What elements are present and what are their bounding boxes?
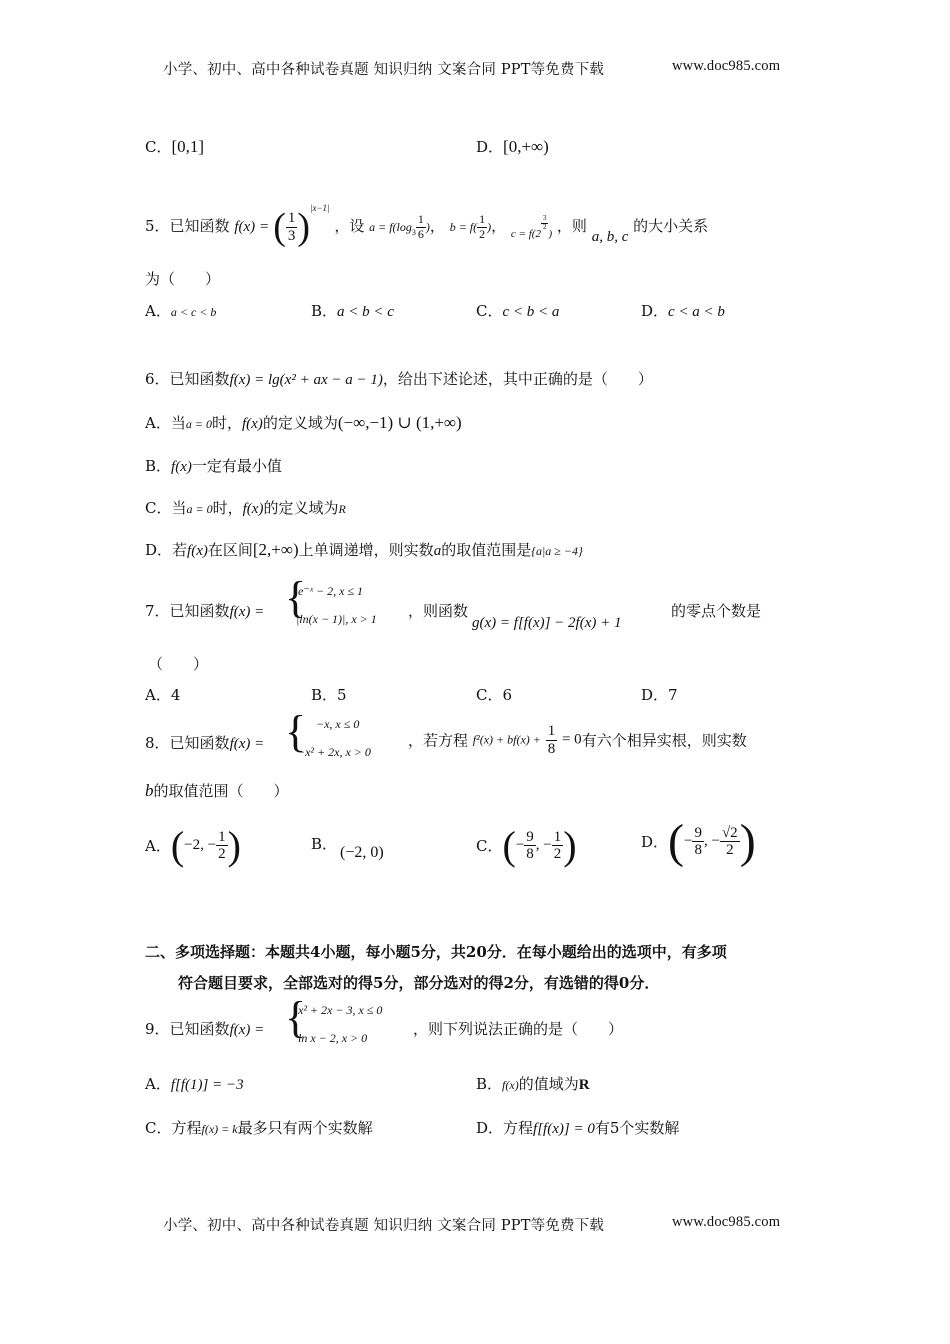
q9-option-a[interactable]: A．f[f(1)] = −3 xyxy=(145,1075,244,1093)
header-text: 小学、初中、高中各种试卷真题 知识归纳 文案合同 PPT等免费下载 xyxy=(163,62,605,78)
q5-option-b[interactable]: B．a < b < c xyxy=(311,302,394,320)
q4-option-d[interactable]: D．[0,+∞) xyxy=(476,137,549,156)
q9-case-1: x² + 2x − 3, x ≤ 0 xyxy=(298,1003,383,1017)
q7-piecewise-brace: { xyxy=(285,573,307,622)
section-2-heading-line2: 符合题目要求，全部选对的得5分，部分选对的得2分，有选错的得0分． xyxy=(178,974,660,992)
q8-option-d[interactable]: D．(− $\frac{9}{8}$ , − $\frac{√2}{2}$ ) xyxy=(641,815,756,868)
question-7-stem: 7．已知函数f(x) = xyxy=(145,602,265,620)
q9-case-2: ln x − 2, x > 0 xyxy=(298,1031,368,1045)
question-5-stem-line2: 为（ ） xyxy=(145,270,221,288)
q5-option-c[interactable]: C．c < b < a xyxy=(476,302,560,320)
question-9-stem-tail: ，则下列说法正确的是（ ） xyxy=(413,1020,624,1038)
q8-option-b[interactable]: B． xyxy=(311,835,338,853)
q7-g-function: g(x) = f[f(x)] − 2f(x) + 1 xyxy=(472,615,622,631)
question-8-stem-line2: b的取值范围（ ） xyxy=(145,781,289,800)
section-2-heading: 二、多项选择题：本题共4小题，每小题5分，共20分．在每小题给出的选项中，有多项 xyxy=(145,943,727,961)
q4-option-c[interactable]: C．[0,1] xyxy=(145,137,205,156)
page-header xyxy=(163,58,604,79)
footer-site-link[interactable]: www.doc985.com xyxy=(672,1214,781,1230)
q8-piecewise-brace: { xyxy=(285,707,307,756)
q7-case-1: e⁻ˣ − 2, x ≤ 1 xyxy=(298,584,364,598)
page-footer xyxy=(163,1214,604,1235)
question-6-stem: 6．已知函数f(x) = lg(x² + ax − a − 1)，给出下述论述，其中正确的是（ ） xyxy=(145,370,653,388)
q9-option-d[interactable]: D．方程f[f(x)] = 0有5个实数解 xyxy=(476,1119,680,1137)
q9-piecewise-brace: { xyxy=(285,993,307,1042)
q7-case-2: |ln(x − 1)|, x > 1 xyxy=(296,612,377,626)
q8-case-1: −x, x ≤ 0 xyxy=(316,717,360,731)
q7-option-a[interactable]: A．4 xyxy=(145,686,181,704)
footer-text: 小学、初中、高中各种试卷真题 知识归纳 文案合同 PPT等免费下载 xyxy=(163,1218,605,1234)
q8-case-2: −x² + 2x, x > 0 xyxy=(297,745,371,759)
q6-option-c[interactable]: C．当a = 0时，f(x)的定义域为R xyxy=(145,499,346,517)
q6-option-b[interactable]: B．f(x)一定有最小值 xyxy=(145,457,282,475)
q9-option-b[interactable]: B．f(x)的值域为R xyxy=(476,1075,590,1093)
q6-option-d[interactable]: D．若f(x)在区间[2,+∞)上单调递增，则实数a的取值范围是{a|a ≥ −4} xyxy=(145,540,583,559)
q8-option-c[interactable]: C．(− $\frac{9}{8}$ , − $\frac{1}{2}$ ) xyxy=(476,823,577,868)
question-7-paren: （ ） xyxy=(148,655,209,673)
q5-option-d[interactable]: D．c < a < b xyxy=(641,302,725,320)
question-8-stem-tail: ，若方程 f²(x) + bf(x) + $\frac{1}{8}$ = 0有六个相异实根，则实数 xyxy=(408,723,747,757)
q9-option-c[interactable]: C．方程f(x) = k最多只有两个实数解 xyxy=(145,1119,373,1137)
question-5-stem: 5．已知函数 f(x) = ( $\frac{1}{3}$ )$^{|x-1|}$ ，设 $a = f(\log_3$ $\frac{1}{6}$ )， b = f( $\frac{1}{2}$ )， $_{c = f(2}$ $\frac{3}{2}$ $_)$ ，则 a, b, c 的大小关系 xyxy=(145,203,709,248)
q8-option-b-expr: (−2, 0) xyxy=(340,844,384,861)
q6-option-a[interactable]: A．当a = 0时，f(x)的定义域为(−∞,−1) ∪ (1,+∞) xyxy=(145,413,462,432)
question-9-stem: 9．已知函数f(x) = xyxy=(145,1020,265,1038)
q7-option-b[interactable]: B．5 xyxy=(311,686,347,704)
header-site-link[interactable]: www.doc985.com xyxy=(672,58,781,74)
question-7-stem-tail: ，则函数 xyxy=(408,602,469,620)
question-7-stem-end: 的零点个数是 xyxy=(671,602,762,620)
q7-option-c[interactable]: C．6 xyxy=(476,686,513,704)
q5-option-a[interactable]: A．a < c < b xyxy=(145,302,217,320)
question-8-stem: 8．已知函数f(x) = xyxy=(145,734,265,752)
q7-option-d[interactable]: D．7 xyxy=(641,686,678,704)
q8-option-a[interactable]: A．(−2, − $\frac{1}{2}$ ) xyxy=(145,823,241,868)
